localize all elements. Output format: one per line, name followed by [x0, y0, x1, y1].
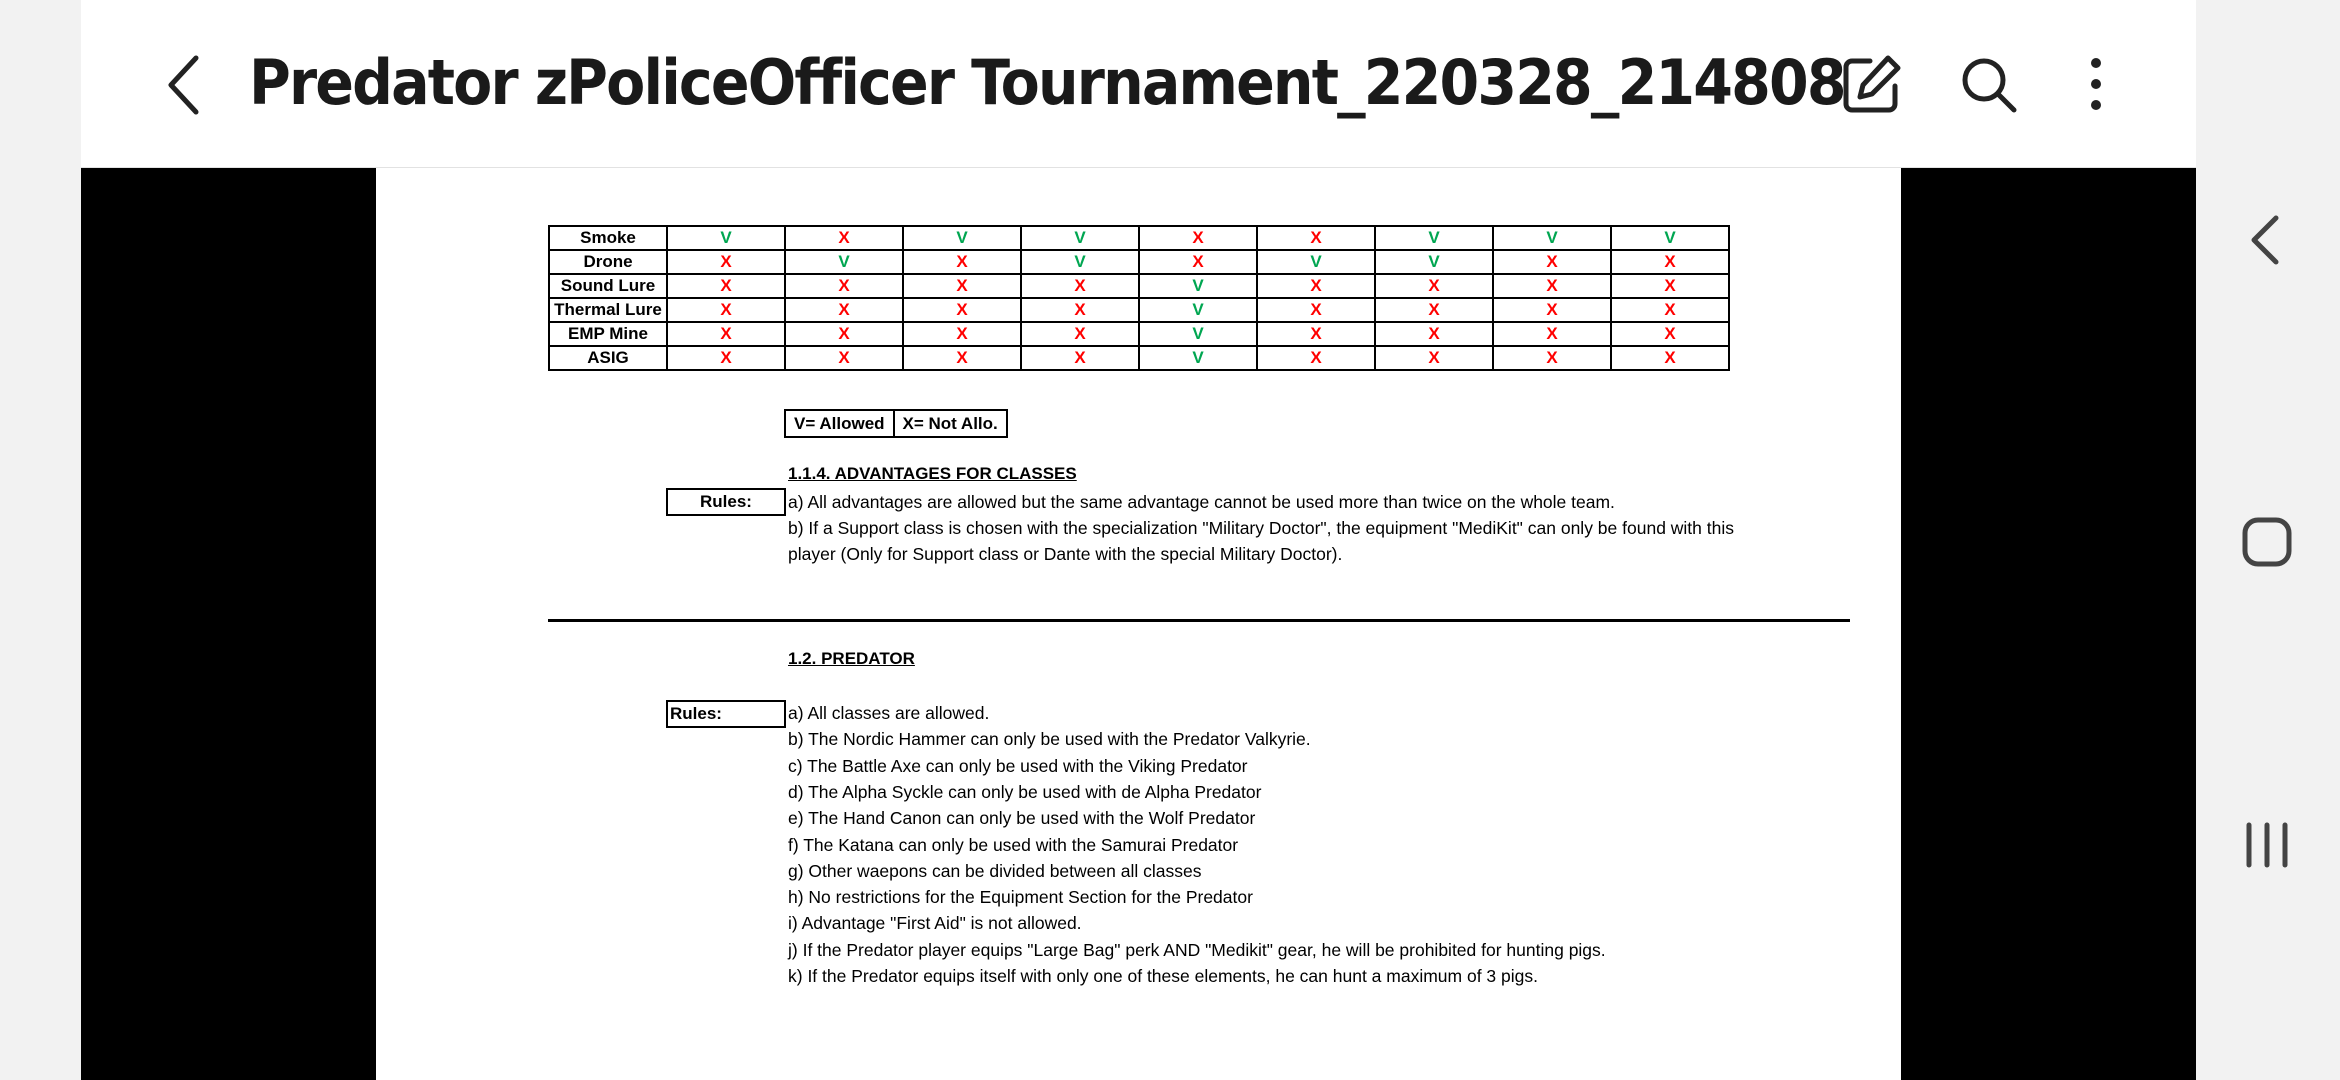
- not-allowed-mark: X: [903, 298, 1021, 322]
- legend-not-allowed: X= Not Allo.: [894, 410, 1007, 437]
- not-allowed-mark: X: [903, 322, 1021, 346]
- not-allowed-mark: X: [1375, 298, 1493, 322]
- predator-rule: k) If the Predator equips itself with only one of these elements, he can hunt a maximum of 3 pigs.: [788, 966, 1538, 986]
- not-allowed-mark: X: [903, 346, 1021, 370]
- not-allowed-mark: X: [785, 226, 903, 250]
- advantages-rule-b: b) If a Support class is chosen with the specialization "Military Doctor", the equipment "MediKit" can only be found with this: [788, 518, 1734, 538]
- row-label: Sound Lure: [549, 274, 667, 298]
- row-label: EMP Mine: [549, 322, 667, 346]
- legend-allowed: V= Allowed: [785, 410, 894, 437]
- allowed-mark: V: [1139, 274, 1257, 298]
- not-allowed-mark: X: [1611, 298, 1729, 322]
- not-allowed-mark: X: [903, 274, 1021, 298]
- more-options-button[interactable]: [2061, 50, 2131, 120]
- not-allowed-mark: X: [1257, 322, 1375, 346]
- not-allowed-mark: X: [1493, 346, 1611, 370]
- not-allowed-mark: X: [785, 346, 903, 370]
- not-allowed-mark: X: [785, 322, 903, 346]
- system-nav-bar: [2196, 0, 2340, 1080]
- not-allowed-mark: X: [667, 322, 785, 346]
- section-divider: [548, 619, 1850, 622]
- not-allowed-mark: X: [1257, 298, 1375, 322]
- not-allowed-mark: X: [1021, 298, 1139, 322]
- table-row: [549, 226, 1729, 250]
- pdf-viewer-window: [81, 0, 2196, 1080]
- edit-icon: [1836, 50, 1906, 120]
- not-allowed-mark: X: [1375, 346, 1493, 370]
- top-app-bar: [81, 0, 2196, 168]
- not-allowed-mark: X: [1139, 250, 1257, 274]
- more-vert-icon: [2061, 50, 2131, 120]
- row-label: Drone: [549, 250, 667, 274]
- table-row: [549, 322, 1729, 346]
- not-allowed-mark: X: [667, 346, 785, 370]
- legend-table: [784, 409, 1008, 438]
- table-row: [549, 346, 1729, 370]
- not-allowed-mark: X: [1257, 274, 1375, 298]
- predator-rule: d) The Alpha Syckle can only be used with de Alpha Predator: [788, 781, 1262, 802]
- not-allowed-mark: X: [1139, 226, 1257, 250]
- not-allowed-mark: X: [1611, 322, 1729, 346]
- row-label: ASIG: [549, 346, 667, 370]
- table-row: [549, 250, 1729, 274]
- not-allowed-mark: X: [1257, 226, 1375, 250]
- search-icon: [1954, 50, 2024, 120]
- predator-rule: g) Other waepons can be divided between all classes: [788, 860, 1202, 881]
- predator-heading: 1.2. PREDATOR: [788, 649, 915, 668]
- advantages-rules-label: Rules:: [666, 488, 786, 516]
- not-allowed-mark: X: [1375, 322, 1493, 346]
- not-allowed-mark: X: [1021, 322, 1139, 346]
- allowed-mark: V: [1493, 226, 1611, 250]
- advantages-heading: 1.1.4. ADVANTAGES FOR CLASSES: [788, 464, 1077, 483]
- not-allowed-mark: X: [667, 298, 785, 322]
- not-allowed-mark: X: [667, 274, 785, 298]
- not-allowed-mark: X: [1021, 274, 1139, 298]
- allowed-mark: V: [1375, 226, 1493, 250]
- not-allowed-mark: X: [1375, 274, 1493, 298]
- not-allowed-mark: X: [1611, 346, 1729, 370]
- predator-rule: j) If the Predator player equips "Large Bag" perk AND "Medikit" gear, he will be prohibited for hunting pigs.: [788, 939, 1606, 960]
- allowed-mark: V: [903, 226, 1021, 250]
- predator-rule: a) All classes are allowed.: [788, 703, 990, 723]
- not-allowed-mark: X: [903, 250, 1021, 274]
- not-allowed-mark: X: [1493, 322, 1611, 346]
- not-allowed-mark: X: [785, 298, 903, 322]
- nav-home-icon: [2232, 507, 2302, 577]
- allowed-mark: V: [1257, 250, 1375, 274]
- allowed-mark: V: [1021, 226, 1139, 250]
- predator-rule: e) The Hand Canon can only be used with the Wolf Predator: [788, 808, 1256, 829]
- equipment-table: [548, 225, 1730, 371]
- not-allowed-mark: X: [1611, 274, 1729, 298]
- nav-back-button[interactable]: [2232, 205, 2302, 275]
- predator-rules-label: Rules:: [666, 700, 786, 728]
- allowed-mark: V: [1021, 250, 1139, 274]
- edit-button[interactable]: [1836, 50, 1906, 120]
- predator-rule: c) The Battle Axe can only be used with the Viking Predator: [788, 755, 1248, 776]
- allowed-mark: V: [785, 250, 903, 274]
- predator-rule: i) Advantage "First Aid" is not allowed.: [788, 913, 1082, 934]
- predator-rule: b) The Nordic Hammer can only be used with the Predator Valkyrie.: [788, 729, 1311, 750]
- allowed-mark: V: [1611, 226, 1729, 250]
- not-allowed-mark: X: [1493, 274, 1611, 298]
- not-allowed-mark: X: [1021, 346, 1139, 370]
- not-allowed-mark: X: [1493, 298, 1611, 322]
- table-row: [549, 298, 1729, 322]
- predator-rule: f) The Katana can only be used with the Samurai Predator: [788, 834, 1239, 855]
- allowed-mark: V: [1139, 346, 1257, 370]
- back-button[interactable]: [151, 50, 221, 120]
- chevron-left-icon: [151, 50, 221, 120]
- not-allowed-mark: X: [1611, 250, 1729, 274]
- advantages-rule-b-cont: player (Only for Support class or Dante with the special Military Doctor).: [788, 544, 1343, 564]
- row-label: Smoke: [549, 226, 667, 250]
- nav-recents-icon: [2232, 810, 2302, 880]
- not-allowed-mark: X: [1493, 250, 1611, 274]
- pdf-page[interactable]: [376, 168, 1901, 1080]
- nav-back-icon: [2232, 205, 2302, 275]
- table-row: [549, 274, 1729, 298]
- nav-recents-button[interactable]: [2232, 810, 2302, 880]
- nav-home-button[interactable]: [2232, 507, 2302, 577]
- allowed-mark: V: [1139, 322, 1257, 346]
- not-allowed-mark: X: [1257, 346, 1375, 370]
- not-allowed-mark: X: [785, 274, 903, 298]
- row-label: Thermal Lure: [549, 298, 667, 322]
- not-allowed-mark: X: [667, 250, 785, 274]
- allowed-mark: V: [667, 226, 785, 250]
- search-button[interactable]: [1954, 50, 2024, 120]
- predator-rule: h) No restrictions for the Equipment Section for the Predator: [788, 887, 1253, 908]
- allowed-mark: V: [1375, 250, 1493, 274]
- advantages-rule-a: a) All advantages are allowed but the same advantage cannot be used more than twice on the whole team.: [788, 492, 1615, 512]
- document-title: Predator zPoliceOfficer Tournament_220328_214808: [249, 46, 1845, 119]
- allowed-mark: V: [1139, 298, 1257, 322]
